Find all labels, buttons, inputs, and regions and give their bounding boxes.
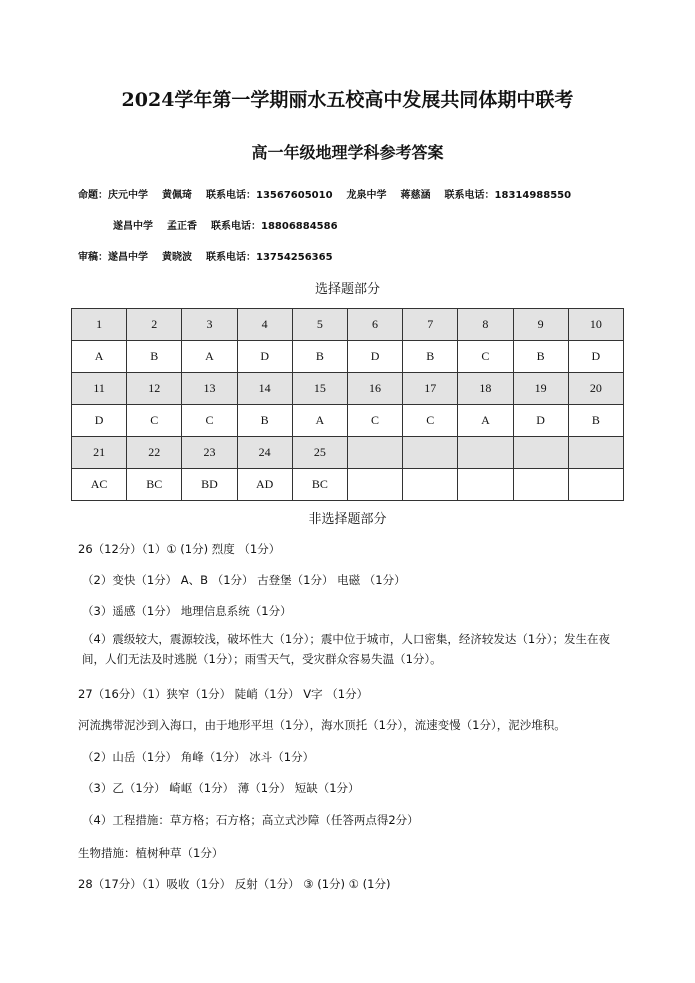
answer-line-27-2: （2）山岳（1分） 角峰（1分） 冰斗（1分） <box>82 750 315 764</box>
question-number: 3 <box>182 309 237 341</box>
answer-cell: D <box>347 341 402 373</box>
table-row <box>72 341 624 373</box>
answer-cell: D <box>72 405 127 437</box>
answer-table <box>71 308 624 501</box>
answer-cell: A <box>72 341 127 373</box>
answer-line-27-3: （3）乙（1分） 崎岖（1分） 薄（1分） 短缺（1分） <box>82 781 360 795</box>
section-choice-heading: 选择题部分 <box>314 282 380 297</box>
question-number: 21 <box>72 437 127 469</box>
meta-text: 审稿：遂昌中学 <box>78 252 148 263</box>
question-number: 25 <box>292 437 347 469</box>
answer-cell: AD <box>237 469 292 501</box>
meta-line-1 <box>78 186 585 201</box>
question-number <box>403 437 458 469</box>
answer-line-27-1: 27（16分）（1）狭窄（1分） 陡峭（1分） V字 （1分） <box>78 687 369 701</box>
section-nonchoice-heading: 非选择题部分 <box>308 512 387 527</box>
question-number: 15 <box>292 373 347 405</box>
answer-cell: B <box>403 341 458 373</box>
question-number <box>347 437 402 469</box>
answer-cell: B <box>513 341 568 373</box>
answer-cell: C <box>347 405 402 437</box>
answer-cell <box>568 469 623 501</box>
answer-cell <box>513 469 568 501</box>
meta-text: 命题：庆元中学 <box>78 190 148 201</box>
question-number: 7 <box>403 309 458 341</box>
meta-text: 黄晓波 <box>162 252 192 263</box>
question-number: 19 <box>513 373 568 405</box>
question-number <box>513 437 568 469</box>
answer-line-27-4b: 生物措施：植树种草（1分） <box>78 846 224 860</box>
answer-cell: D <box>237 341 292 373</box>
answer-line-26-3: （3）遥感（1分） 地理信息系统（1分） <box>82 604 292 618</box>
question-number: 8 <box>458 309 513 341</box>
answer-cell: B <box>292 341 347 373</box>
answer-cell: AC <box>72 469 127 501</box>
answer-cell: B <box>568 405 623 437</box>
answer-cell: A <box>182 341 237 373</box>
meta-text: 联系电话：18314988550 <box>444 190 572 201</box>
answer-line-28-1: 28（17分）（1）吸收（1分） 反射（1分） ③ (1分) ① (1分) <box>78 877 391 891</box>
answer-cell: C <box>127 405 182 437</box>
answer-cell: A <box>292 405 347 437</box>
question-number: 1 <box>72 309 127 341</box>
question-number: 24 <box>237 437 292 469</box>
question-number: 17 <box>403 373 458 405</box>
answer-cell: A <box>458 405 513 437</box>
meta-text: 联系电话：18806884586 <box>211 221 338 232</box>
question-number: 2 <box>127 309 182 341</box>
meta-text: 蒋慈涵 <box>400 190 431 201</box>
meta-line-2 <box>113 217 352 232</box>
answer-cell: B <box>237 405 292 437</box>
question-number: 18 <box>458 373 513 405</box>
question-number: 12 <box>127 373 182 405</box>
answer-line-26-4: （4）震级较大，震源较浅，破坏性大（1分）；震中位于城市，人口密集，经济较发达（1分）；发生在夜间，人们无法及时逃脱（1分）；雨雪天气，受灾群众容易失温（1分）。 <box>82 632 610 666</box>
table-row <box>72 373 624 405</box>
question-number: 9 <box>513 309 568 341</box>
question-number: 11 <box>72 373 127 405</box>
question-number: 13 <box>182 373 237 405</box>
answer-cell: BC <box>127 469 182 501</box>
answer-cell: B <box>127 341 182 373</box>
page-title: 2024学年第一学期丽水五校高中发展共同体期中联考 <box>121 89 574 111</box>
answer-line-26-1: 26（12分）（1）① (1分) 烈度 （1分） <box>78 542 281 556</box>
question-number: 5 <box>292 309 347 341</box>
meta-text: 龙泉中学 <box>346 190 387 201</box>
answer-cell: C <box>403 405 458 437</box>
question-number: 4 <box>237 309 292 341</box>
table-row <box>72 405 624 437</box>
answer-cell <box>458 469 513 501</box>
table-row <box>72 437 624 469</box>
question-number <box>458 437 513 469</box>
answer-cell: BC <box>292 469 347 501</box>
question-number: 20 <box>568 373 623 405</box>
answer-line-26-2: （2）变快（1分） A、B （1分） 古登堡（1分） 电磁 （1分） <box>82 573 406 587</box>
answer-line-27-4: （4）工程措施：草方格；石方格；高立式沙障（任答两点得2分） <box>82 813 419 827</box>
answer-cell: C <box>458 341 513 373</box>
meta-line-3 <box>78 248 347 263</box>
question-number: 14 <box>237 373 292 405</box>
page-subtitle: 高一年级地理学科参考答案 <box>251 143 444 162</box>
answer-cell <box>347 469 402 501</box>
answer-line-27-1b: 河流携带泥沙到入海口，由于地形平坦（1分），海水顶托（1分），流速变慢（1分），泥沙堆积。 <box>78 718 566 732</box>
table-row <box>72 469 624 501</box>
meta-text: 黄佩琦 <box>162 190 192 201</box>
answer-cell: D <box>513 405 568 437</box>
answer-cell: BD <box>182 469 237 501</box>
question-number <box>568 437 623 469</box>
question-number: 6 <box>347 309 402 341</box>
meta-text: 孟正香 <box>167 221 197 232</box>
answer-cell <box>403 469 458 501</box>
table-row <box>72 309 624 341</box>
question-number: 23 <box>182 437 237 469</box>
meta-text: 联系电话：13567605010 <box>206 190 333 201</box>
answer-cell: D <box>568 341 623 373</box>
meta-text: 遂昌中学 <box>113 221 153 232</box>
question-number: 22 <box>127 437 182 469</box>
question-number: 16 <box>347 373 402 405</box>
question-number: 10 <box>568 309 623 341</box>
meta-text: 联系电话：13754256365 <box>206 252 333 263</box>
answer-cell: C <box>182 405 237 437</box>
